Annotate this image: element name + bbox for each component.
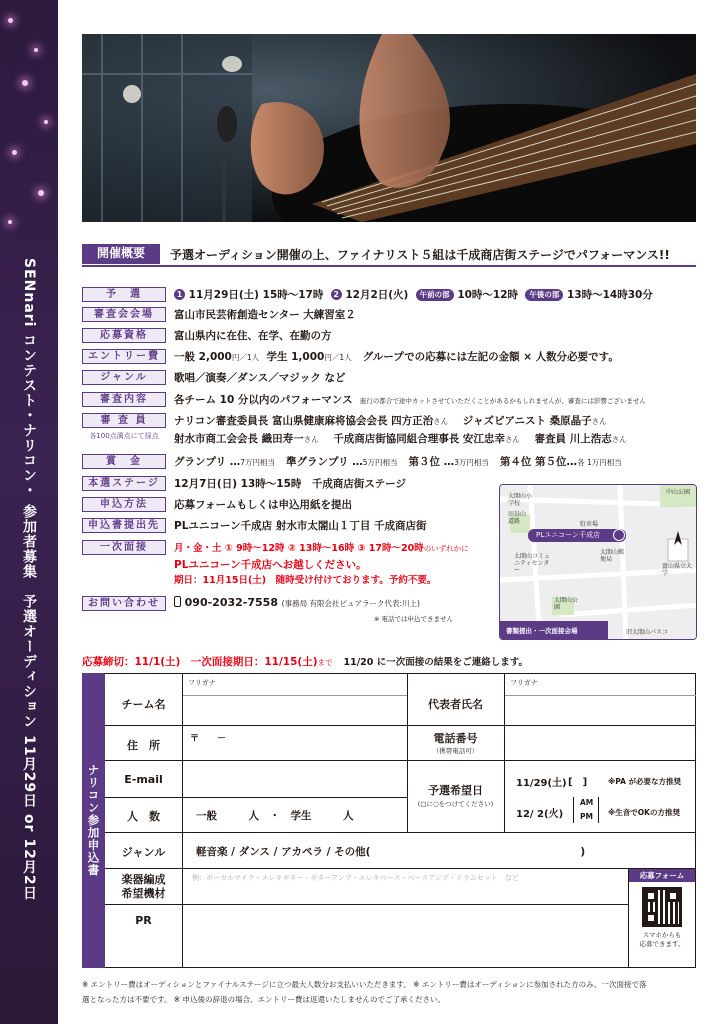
qr-code[interactable] <box>642 887 682 927</box>
label-judges: 審 査 員 <box>82 413 166 428</box>
map-label-school: 太閤山小学校 <box>508 493 533 507</box>
map-label-community-center: 太閤山コミュニティセンター <box>514 553 550 574</box>
prelim-date-1: 11月29日(土) 15時〜17時 <box>188 289 324 301</box>
label-genre: ジャンル <box>82 370 166 385</box>
pm-session-time: 13時〜14時30分 <box>567 289 653 301</box>
prelim-pm[interactable]: PM <box>580 812 593 821</box>
fee-general: 一般 2,000 <box>174 351 232 363</box>
prize-gp: グランプリ … <box>174 456 241 468</box>
judge-2-san: さん <box>591 417 607 426</box>
map-label-pasco: 旧太閤山パスコ <box>626 629 669 636</box>
pm-session-tag: 午後の部 <box>525 289 563 301</box>
map-label-road: 田谷山道路 <box>508 511 527 525</box>
deadline-result: 11/20 に一次面接の結果をご連絡します。 <box>343 657 528 668</box>
contact-note: ※ 電話では申込できません <box>374 615 454 623</box>
prize-sgp: 準グランプリ … <box>286 456 363 468</box>
deadline-dates: 応募締切：11/1(土) 一次面接期日：11/15(土) <box>82 656 318 668</box>
value-contact <box>174 596 420 611</box>
form-instruments-placeholder[interactable]: 例：ボーカルマイク・エレキギター・ギターアンプ・エレキベース・ベースアンプ・ドラムセット など <box>192 874 519 882</box>
overview-label: 開催概要 <box>82 244 160 264</box>
form-rep-label: 代表者氏名 <box>428 698 483 711</box>
judges-line-2 <box>174 432 627 447</box>
value-eligibility: 富山県内に在住、在学、在勤の方 <box>174 330 332 342</box>
form-people-value[interactable]: 一般 人 ・ 学生 人 <box>196 810 354 822</box>
qr-panel <box>629 869 695 967</box>
prelim-option-1-box[interactable]: [ ] <box>568 777 588 788</box>
deadline-suffix: まで <box>317 658 333 667</box>
form-postal[interactable]: 〒 － <box>190 734 227 744</box>
judges-line-1 <box>174 414 607 429</box>
judges-sub: 各100点満点にて採点 <box>89 432 159 440</box>
overview-divider <box>82 265 696 267</box>
prize-gp-amt: 7万円相当 <box>240 458 276 467</box>
label-contact: お問い合わせ <box>82 596 166 611</box>
map-label-parking: 駐車場 <box>580 521 599 528</box>
judge-5: 審査員 川上浩志 <box>534 433 612 445</box>
judge-4: 千成商店街協同組合理事長 安江忠幸 <box>333 433 505 445</box>
guitar-photo <box>82 34 696 222</box>
map-badge: 書類提出・一次面接会場 <box>506 627 578 635</box>
map-label-nakayama-park: 中山公園 <box>666 489 691 496</box>
map-label-taikoyama-park: 太閤山公園 <box>554 597 579 611</box>
prelim-date-2: 12月2日(火) <box>345 289 409 301</box>
qr-note: スマホからも 応募できます。 <box>639 931 685 948</box>
am-session-time: 10時〜12時 <box>457 289 519 301</box>
value-content <box>174 393 646 408</box>
team-name-field[interactable] <box>183 696 406 724</box>
fee-per-1: 円／1人 <box>231 353 260 362</box>
prelim-option-1-note: ※PA が必要な方推奨 <box>608 777 682 786</box>
label-apply: 申込方法 <box>82 497 166 512</box>
prelim-option-1[interactable]: 11/29(土) <box>516 778 567 789</box>
overview-headline: 予選オーディション開催の上、ファイナリスト５組は千成商店街ステージでパフォーマンス!! <box>170 248 670 262</box>
value-fee <box>174 350 619 365</box>
label-fee: エントリー費 <box>82 349 166 364</box>
prize-sgp-amt: 5万円相当 <box>362 458 398 467</box>
judge-5-san: さん <box>611 435 627 444</box>
prelim-am[interactable]: AM <box>580 798 594 807</box>
interview-line-3: 期日：11月15日(土) 随時受け付けております。予約不要。 <box>174 575 437 586</box>
pr-field[interactable] <box>183 905 627 967</box>
value-final: 12月7日(日) 13時〜15時 千成商店街ステージ <box>174 478 406 490</box>
form-side-title: ナリコン参加申込書 <box>82 673 105 968</box>
interview-suffix: のいずれかに <box>423 544 469 553</box>
map-label-university: 富山県立大学 <box>662 563 693 577</box>
interview-line-2: PLユニコーン千成店へお越しください。 <box>174 559 367 571</box>
judge-1-san: さん <box>433 417 449 426</box>
label-interview: 一次面接 <box>82 540 166 555</box>
label-preliminary: 予 選 <box>82 287 166 302</box>
judge-2: ジャズピアニスト 桑原晶子 <box>462 415 592 427</box>
value-preliminary <box>174 288 653 302</box>
footer-line-1: ※ エントリー費はオーディションとファイナルステージに立つ最大人数分お支払いいただきます。 ※ エントリー費はオーディションに参加された方のみ。一次面接で落 <box>82 980 647 989</box>
form-furigana-team: フリガナ <box>188 679 216 687</box>
rep-name-field[interactable] <box>505 696 695 724</box>
label-submit: 申込書提出先 <box>82 518 166 533</box>
prize-4th: 第４位 第５位… <box>499 456 578 468</box>
prelim-option-2[interactable]: 12/ 2(火) <box>516 809 564 820</box>
judge-4-san: さん <box>504 435 520 444</box>
form-instruments-label: 楽器編成 希望機材 <box>121 873 166 900</box>
deadline-line <box>82 654 528 669</box>
form-phone-label: 電話番号 <box>433 732 478 745</box>
form-prelim-sub: (□に○をつけてください) <box>417 800 494 808</box>
form-email-label: E-mail <box>124 773 163 786</box>
access-map <box>499 484 697 640</box>
label-final: 本選ステージ <box>82 476 166 491</box>
number-badge-2: 2 <box>331 289 342 300</box>
value-genre: 歌唱／演奏／ダンス／マジック など <box>174 372 346 384</box>
judge-3: 射水市商工会会長 織田寿一 <box>174 433 304 445</box>
value-venue: 富山市民芸術創造センター 大練習室２ <box>174 309 356 321</box>
form-address-label: 住 所 <box>127 739 160 752</box>
value-submit: PLユニコーン千成店 射水市太閤山１丁目 千成商店街 <box>174 520 427 532</box>
form-furigana-rep: フリガナ <box>510 679 538 687</box>
sidebar <box>0 0 58 1024</box>
form-pr-label: PR <box>135 914 152 927</box>
am-pm-bracket <box>573 797 599 823</box>
form-phone-sub: （携帯電話可） <box>432 747 479 755</box>
prize-3rd-amt: 3万円相当 <box>454 458 489 467</box>
form-prelim-label: 予選希望日 <box>428 784 483 797</box>
map-label-post-office: 太閤山郵便局 <box>600 549 625 563</box>
interview-times: 月・金・土 ① 9時〜12時 ② 13時〜16時 ③ 17時〜20時 <box>174 543 424 554</box>
phone-field[interactable] <box>505 726 695 759</box>
contact-org: (事務局 有限会社ピュアラーク代表:川上) <box>281 599 420 608</box>
am-session-tag: 午前の部 <box>416 289 454 301</box>
label-prize: 賞 金 <box>82 454 166 469</box>
interview-line-1 <box>174 542 469 556</box>
fee-group-note: グループでの応募には左記の金額 × 人数分必要です。 <box>362 351 619 363</box>
value-apply: 応募フォームもしくは申込用紙を提出 <box>174 499 352 511</box>
label-eligibility: 応募資格 <box>82 328 166 343</box>
fee-per-2: 円／1人 <box>324 353 352 362</box>
value-prize <box>174 455 622 470</box>
footer-line-2: 選となった方は不要です。 ※ 申込後の辞退の場合、エントリー費は返還いたしませんのでご了承ください。 <box>82 995 445 1004</box>
form-genre-label: ジャンル <box>121 846 166 859</box>
map-pin-label: PLユニコーン千成店 <box>536 531 600 539</box>
prize-3rd: 第３位 … <box>408 456 455 468</box>
form-genre-value[interactable]: 軽音楽 / ダンス / アカペラ / その他( ) <box>196 846 586 858</box>
qr-title: 応募フォーム <box>629 869 695 882</box>
phone-icon <box>174 596 181 607</box>
label-venue: 審査会会場 <box>82 307 166 322</box>
email-field[interactable] <box>183 761 406 796</box>
contact-phone: 090-2032-7558 <box>184 596 278 609</box>
judge-3-san: さん <box>303 435 319 444</box>
content-note: 進行の都合で途中カットさせていただくことがあるかもしれませんが、審査には影響ございません <box>359 397 646 405</box>
judge-1: ナリコン審査委員長 富山県健康麻将協会会長 四方正治 <box>174 415 434 427</box>
content-main: 各チーム 10 分以内のパフォーマンス <box>174 394 353 406</box>
label-content: 審査内容 <box>82 392 166 407</box>
fee-student: 学生 1,000 <box>266 351 325 363</box>
form-team-label: チーム名 <box>121 698 166 711</box>
prelim-option-2-note: ※生音でOKの方推奨 <box>608 808 680 817</box>
prize-4th-amt: 各 1万円相当 <box>577 458 622 467</box>
number-badge-1: 1 <box>174 289 185 300</box>
form-people-label: 人 数 <box>127 810 160 823</box>
sidebar-title: SENnari コンテスト・ナリコン・ 参加者募集 予選オーディション 11月29日 or 12月2日 <box>21 258 37 901</box>
